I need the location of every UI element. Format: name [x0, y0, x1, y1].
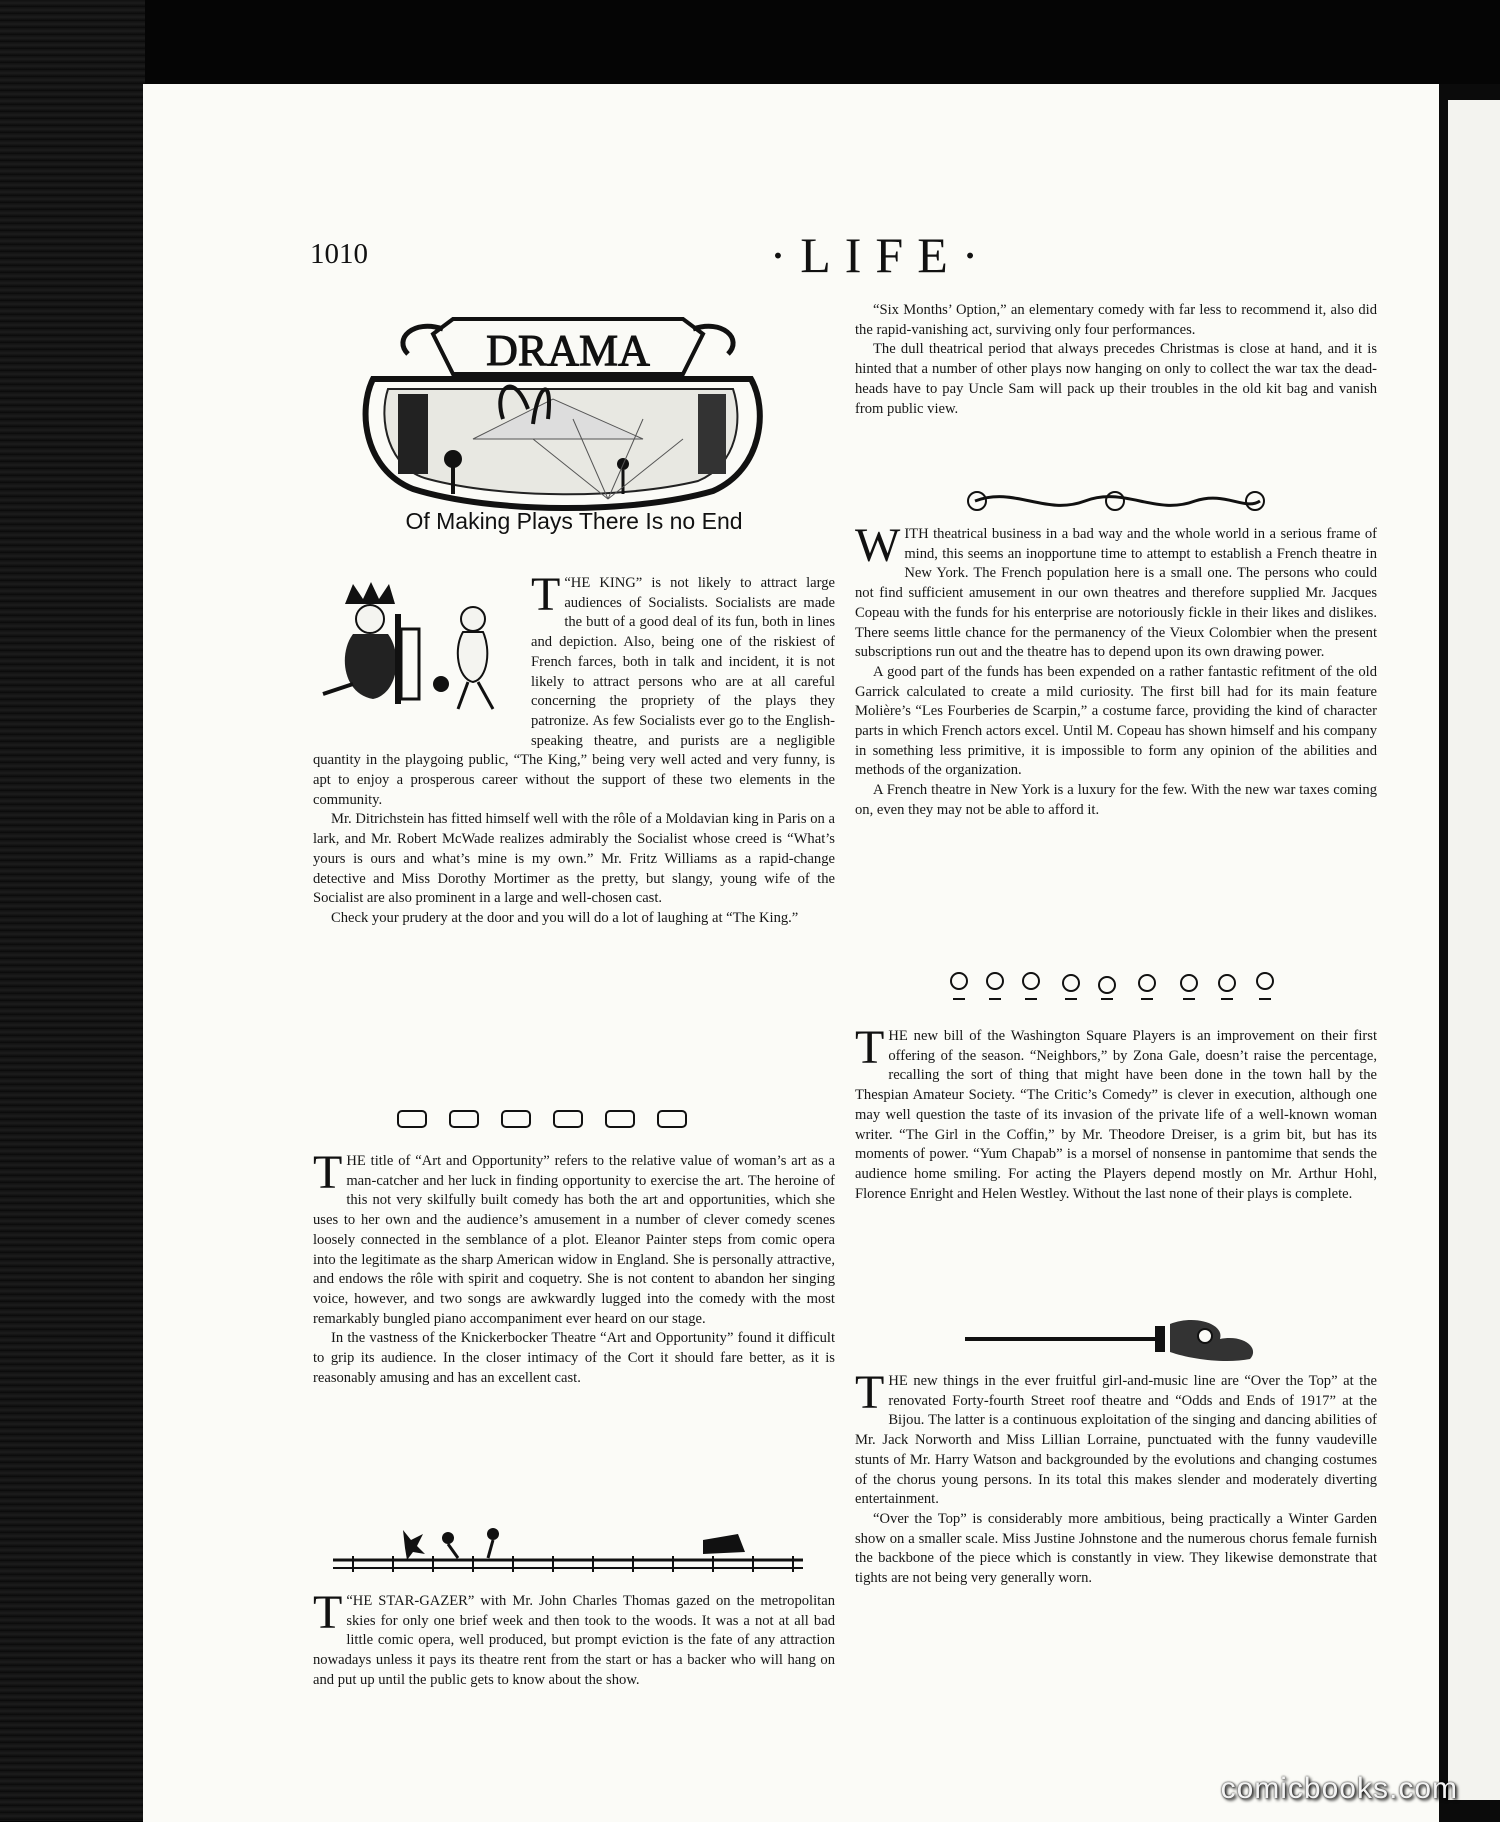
dropcap-the-star-gazer: T — [313, 1586, 343, 1639]
dropcap-french-theatre: W — [855, 519, 901, 572]
article-the-king — [313, 568, 835, 929]
paragraph: ITH theatrical business in a bad way and the whole world in a serious frame of mind, this seems an inopportune time to attempt to establish a French theatre in New York. The French population here is a small one. The persons who could not find sufficient amusement in our own theatres and therefore supplied Mr. Jacques Copeau with the funds for his enterprise are notoriously fickle in their likes and dislikes. There seems little chance for the permanency of the Vieux Colombier when the present subscriptions run out and the theatre has to depend upon its own drawing power. — [855, 526, 1377, 661]
paragraph: A French theatre in New York is a luxury for the few. With the new war taxes coming on, even they may not be able to afford it. — [855, 782, 1377, 818]
paragraph: A good part of the funds has been expended on a rather fantastic refitment of the old Garrick calculated to create a mild curiosity. The first bill had for its main feature Molière’s “Les Fourberies de Scarpin,” a costume farce, providing the kind of character parts in which French actors excel. Until M. Copeau has shown himself and his company in something less primitive, it is impossible to form any opinion of the abilities and methods of the organization. — [855, 663, 1377, 779]
sword-ornament — [965, 1314, 1265, 1364]
paragraph: HE new bill of the Washington Square Players is an improvement on their first offering of the season. “Neighbors,” by Zona Gale, doesn’t raise the percentage, recalling the sort of thing that might have been done in the town hall by the Thespian Amateur Society. “The Critic’s Comedy” is clever in execution, although one may well question the taste of its invasion of the private life of a well-known woman writer. “The Girl in the Coffin,” by Mr. Theodore Dreiser, is a grim bit, but has its moments of power. “Yum Chapab” is a morsel of nonsense in pantomime that sends the audience home smiling. For acting the Players depend mostly on Mr. Arthur Hohl, Florence Enright and Helen Westley. Without the last none of their plays is complete. — [855, 1028, 1377, 1202]
text-wrap-spacer — [313, 574, 531, 739]
article-headline: Of Making Plays There Is no End — [405, 508, 743, 534]
site-watermark: comicbooks.com — [1220, 1772, 1458, 1805]
drama-banner-illustration — [353, 299, 773, 514]
paragraph: In the vastness of the Knickerbocker Theatre “Art and Opportunity” found it difficult to grip its audience. In the closer intimacy of the Cort it should fare better, as it is reasonably amusing and has an excellent cast. — [313, 1330, 835, 1386]
paragraph: The dull theatrical period that always precedes Christmas is close at hand, and it is hinted that a number of other plays now hanging on only to collect the war tax the dead-heads have to pay Uncle Sam will pack up their troubles in the old kit bag and vanish from public view. — [855, 341, 1377, 417]
faces-ornament — [393, 1106, 713, 1132]
article-girl-and-music — [855, 1366, 1377, 1589]
article-french-theatre — [855, 519, 1377, 821]
dancers-ornament — [947, 969, 1277, 1005]
adjacent-page-edge — [1448, 100, 1500, 1800]
dropcap-art-and-opportunity: T — [313, 1146, 343, 1199]
article-art-and-opportunity — [313, 1146, 835, 1388]
page-number: 1010 — [310, 238, 368, 270]
dropcap-the-king: T — [531, 568, 561, 621]
drama-banner-title: DRAMA — [486, 326, 650, 375]
paragraph: “Six Months’ Option,” an elementary comedy with far less to recommend it, also did the rapid-vanishing act, surviving only four performances. — [855, 302, 1377, 338]
paragraph: “HE KING” is not likely to attract large audiences of Socialists. Socialists are made the butt of a good deal of its fun, both in lines and depiction. Also, being one of the riskiest of French farces, both in talk and incident, it is not likely to attract persons who are at all careful concerning the propriety of the plays they patronize. As few Socialists ever go to the English-speaking theatre, and purists are a negligible quantity in the playgoing public, “The King,” being very well acted and very funny, is apt to enjoy a prosperous career without the support of these two elements in the community. — [313, 575, 835, 808]
article-washington-square-players — [855, 1021, 1377, 1204]
masthead: ·LIFE· — [769, 227, 993, 283]
paragraph: HE title of “Art and Opportunity” refers to the relative value of woman’s art as a man-catcher and her luck in finding opportunity to exercise the art. The heroine of this not very skilfully built comedy has both the art and opportunities, which she uses to her own and the audience’s amusement in a number of clever comedy scenes loosely connected in the semblance of a plot. Eleanor Painter steps from comic opera into the legitimate as the sharp American widow in England. She is personally attractive, and endows the rôle with spirit and coquetry. She is not content to abandon her singing voice, however, and two songs are awkwardly lugged into the comedy with the most remarkably bungled piano accompaniment ever heard on our stage. — [313, 1153, 835, 1327]
scan-edge — [0, 0, 145, 1821]
dropcap-girl-and-music: T — [855, 1366, 885, 1419]
paragraph: “HE STAR-GAZER” with Mr. John Charles Thomas gazed on the metropolitan skies for only one brief week and then took to the woods. It was a not at all bad little comic opera, well produced, but prompt eviction is the fate of any attraction nowadays unless it pays its theatre rent from the start or has a backer who will hang on and put up until the public gets to know about the show. — [313, 1593, 835, 1688]
paragraph: “Over the Top” is considerably more ambitious, being practically a Winter Garden show on a smaller scale. Miss Justine Johnstone and the numerous chorus female furnish the backbone of the piece which is constantly in view. They likewise demonstrate that tights are not being very generally worn. — [855, 1510, 1377, 1587]
dropcap-washington-square: T — [855, 1021, 885, 1074]
ribbon-ornament — [965, 486, 1265, 516]
magazine-page — [143, 84, 1439, 1822]
train-track-cartoon — [333, 1520, 803, 1580]
paragraph: HE new things in the ever fruitful girl-and-music line are “Over the Top” at the renovated Forty-fourth Street roof theatre and “Odds and Ends of 1917” at the Bijou. The latter is a continuous exploitation of the singing and dancing abilities of Mr. Jack Norworth and Miss Lillian Lorraine, punctuated with the funny vaudeville stunts of Mr. Harry Watson and backgrounded by the evolutions and changing costumes of the chorus young persons. In its total this makes slender and moderately diverting entertainment. — [855, 1373, 1377, 1508]
paragraph: Mr. Ditrichstein has fitted himself well with the rôle of a Moldavian king in Paris on a lark, and Mr. Robert McWade realizes admirably the Socialist whose creed is “What’s yours is ours and what’s mine is my own.” Mr. Fritz Williams as a rapid-change detective and Miss Dorothy Mortimer as the pretty, but slangy, young wife of the Socialist are also prominent in a large and well-chosen cast. — [313, 811, 835, 907]
paragraph: Check your prudery at the door and you will do a lot of laughing at “The King.” — [331, 909, 799, 926]
article-the-star-gazer — [313, 1586, 835, 1691]
article-six-months-option — [855, 301, 1377, 419]
